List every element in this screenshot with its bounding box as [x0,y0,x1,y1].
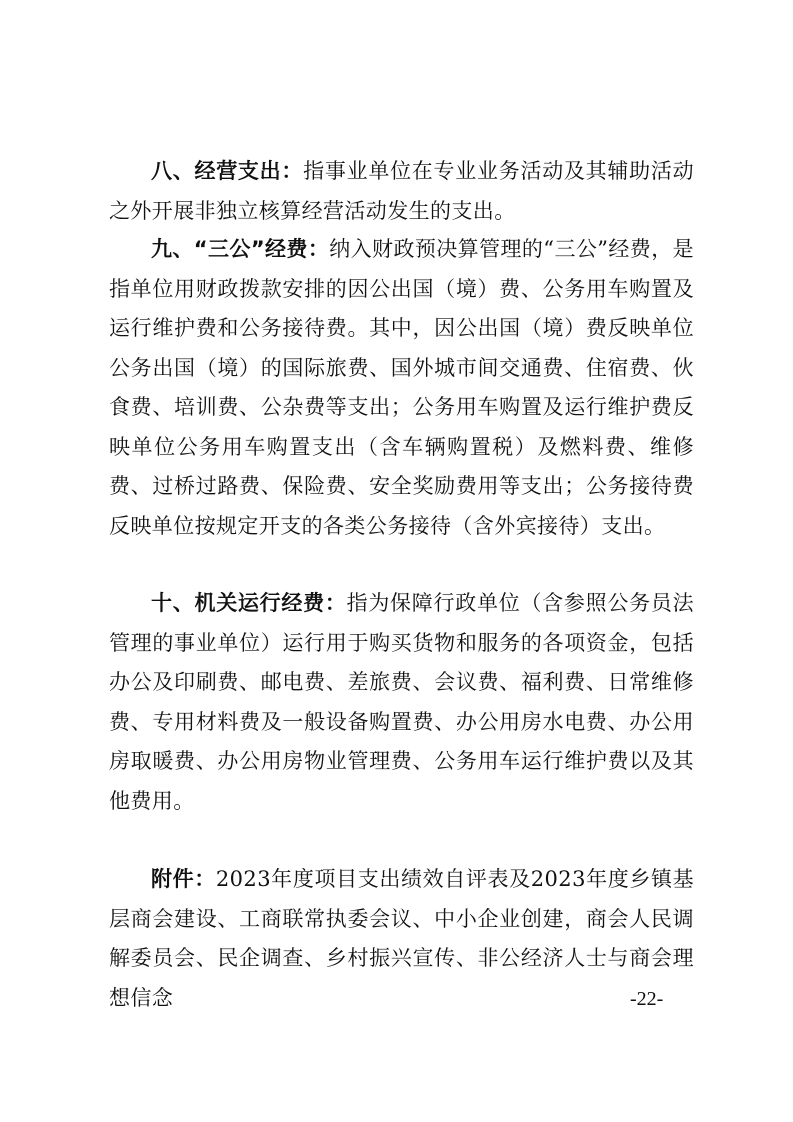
definition-text: 指事业单位在专业业务活动及其辅助活动之外开展非独立核算经营活动发生的支出。 [109,159,694,223]
definition-term: 八、经营支出： [151,159,304,183]
definition-term: 九、“三公”经费： [151,237,330,261]
definition-text: 指为保障行政单位（含参照公务员法管理的事业单位）运行用于购买货物和服务的各项资金，包括办公及印刷费、邮电费、差旅费、会议费、福利费、日常维修费、专用材料费及一般设备购置费、办公用房水电费、办公用房取暖费、办公用房物业管理费、公务用车运行维护费以及其他费用。 [109,591,694,813]
attachment-label: 附件： [151,867,216,891]
definition-three-public-expenses [109,230,694,546]
attachment-text: 2023年度项目支出绩效自评表及2023年度乡镇基层商会建设、工商联常执委会议、中小企业创建，商会人民调解委员会、民企调查、乡村振兴宣传、非公经济人士与商会理想信念 [109,867,694,1010]
attachment-note [109,860,694,1018]
definition-text: 纳入财政预决算管理的“三公”经费，是指单位用财政拨款安排的因公出国（境）费、公务用车购置及运行维护费和公务接待费。其中，因公出国（境）费反映单位公务出国（境）的国际旅费、国外城市间交通费、住宿费、伙食费、培训费、公杂费等支出；公务用车购置及运行维护费反映单位公务用车购置支出（含车辆购置税）及燃料费、维修费、过桥过路费、保险费、安全奖励费用等支出；公务接待费反映单位按规定开支的各类公务接待（含外宾接待）支出。 [109,237,695,538]
definition-operating-expenditure [109,152,694,231]
definition-term: 十、机关运行经费： [151,591,347,615]
page-number: -22- [630,988,664,1010]
definition-agency-operating-expenses [109,584,694,821]
